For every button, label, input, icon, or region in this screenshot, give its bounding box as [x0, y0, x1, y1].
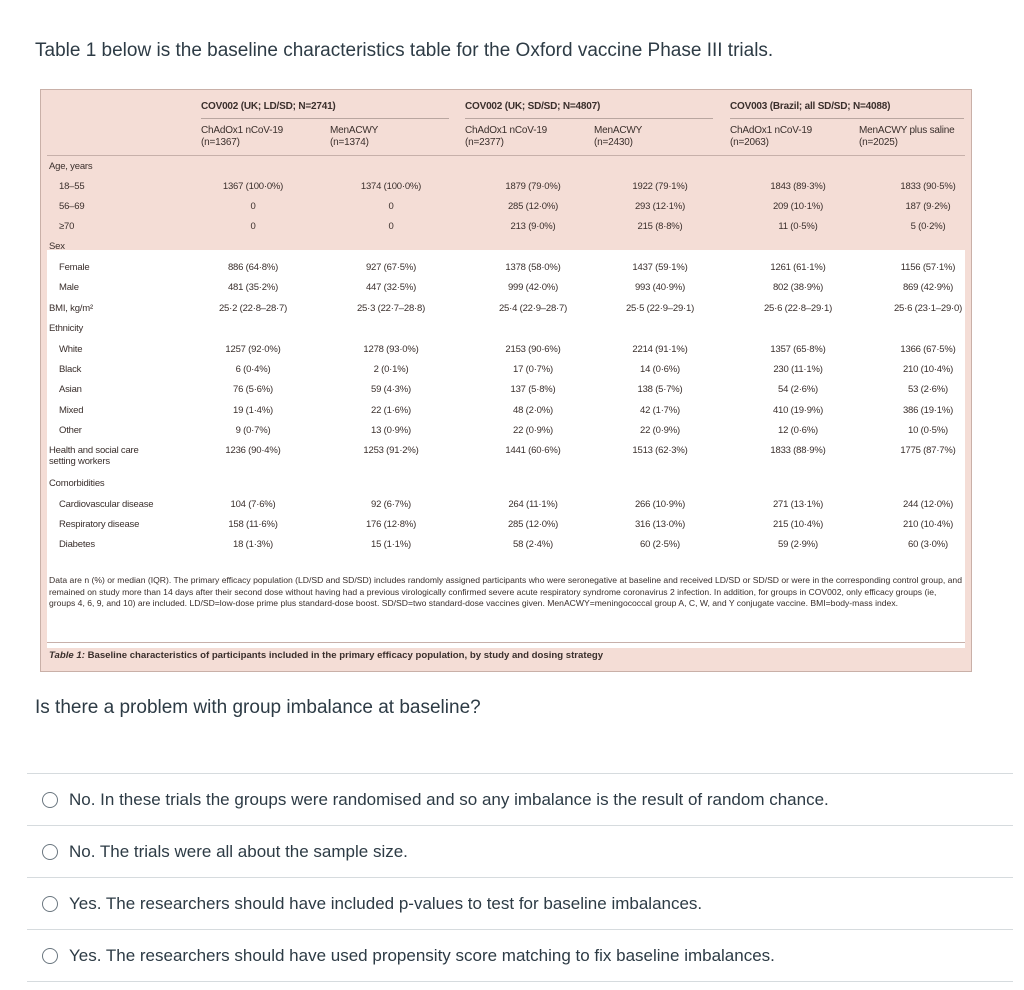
answer-option-2[interactable]	[27, 825, 1013, 877]
table-cell: 215 (8·8%)	[637, 221, 683, 232]
arm-name: ChAdOx1 nCoV-19	[730, 125, 813, 136]
table-cell: 19 (1·4%)	[233, 405, 273, 416]
row-label-continued: setting workers	[49, 456, 110, 467]
arm-header	[859, 125, 955, 149]
table-cell: 187 (9·2%)	[905, 201, 951, 212]
table-cell: 410 (19·9%)	[772, 405, 824, 416]
table-cell: 25·4 (22·9–28·7)	[498, 303, 568, 314]
arm-header	[330, 125, 378, 149]
table-cell: 0	[250, 221, 256, 232]
arm-n: (n=2377)	[465, 137, 504, 148]
row-label: Ethnicity	[49, 323, 84, 334]
table-cell: 59 (2·9%)	[778, 539, 818, 550]
table-cell: 60 (3·0%)	[908, 539, 948, 550]
group-underline	[465, 118, 713, 119]
intro-text: Table 1 below is the baseline characteristics table for the Oxford vaccine Phase III trials.	[35, 40, 774, 61]
arm-header	[730, 125, 812, 149]
table-cell: 0	[388, 201, 394, 212]
radio-button[interactable]	[42, 948, 58, 964]
table-cell: 1156 (57·1%)	[900, 262, 956, 273]
table-cell: 92 (6·7%)	[371, 499, 411, 510]
table-cell: 1378 (58·0%)	[505, 262, 561, 273]
table-cell: 215 (10·4%)	[772, 519, 824, 530]
arm-name: MenACWY plus saline	[859, 125, 955, 136]
answer-option-text: No. In these trials the groups were randomised and so any imbalance is the result of random chance.	[69, 789, 829, 809]
table-cell: 271 (13·1%)	[772, 499, 824, 510]
table-cell: 266 (10·9%)	[634, 499, 686, 510]
arm-name: ChAdOx1 nCoV-19	[201, 125, 284, 136]
table-cell: 25·6 (23·1–29·0)	[893, 303, 963, 314]
table-cell: 285 (12·0%)	[507, 201, 559, 212]
table-cell: 1437 (59·1%)	[632, 262, 688, 273]
table-cell: 1775 (87·7%)	[900, 445, 956, 456]
table-cell: 53 (2·6%)	[908, 384, 948, 395]
row-label: Age, years	[49, 161, 93, 172]
row-label: Respiratory disease	[59, 519, 140, 530]
arm-n: (n=2063)	[730, 137, 769, 148]
table-cell: 2214 (91·1%)	[632, 344, 688, 355]
caption-text: Baseline characteristics of participants included in the primary efficacy population, by study and dosing strategy	[87, 650, 604, 661]
table-caption	[49, 650, 603, 661]
answer-option-text: Yes. The researchers should have included p-values to test for baseline imbalances.	[69, 893, 703, 913]
table-cell: 244 (12·0%)	[902, 499, 954, 510]
row-label: Diabetes	[59, 539, 95, 550]
table-cell: 176 (12·8%)	[365, 519, 417, 530]
group-header-cov003: COV003 (Brazil; all SD/SD; N=4088)	[730, 101, 891, 112]
arm-header	[465, 125, 547, 149]
table-cell: 17 (0·7%)	[513, 364, 553, 375]
table-cell: 869 (42·9%)	[902, 282, 954, 293]
header-divider	[47, 155, 965, 156]
table-cell: 22 (0·9%)	[640, 425, 680, 436]
table-cell: 210 (10·4%)	[902, 519, 954, 530]
group-header-cov002-ldsd: COV002 (UK; LD/SD; N=2741)	[201, 101, 336, 112]
row-label: Other	[59, 425, 82, 436]
answer-options	[27, 773, 1013, 982]
row-label: Comorbidities	[49, 478, 105, 489]
table-cell: 5 (0·2%)	[910, 221, 946, 232]
caption-label: Table 1:	[49, 650, 85, 661]
table-cell: 1513 (62·3%)	[632, 445, 688, 456]
table-cell: 1261 (61·1%)	[770, 262, 826, 273]
row-label: Mixed	[59, 405, 84, 416]
caption-divider	[47, 642, 965, 643]
table-cell: 59 (4·3%)	[371, 384, 411, 395]
answer-option-text: No. The trials were all about the sample size.	[69, 841, 408, 861]
table-cell: 25·6 (22·8–29·1)	[763, 303, 833, 314]
table-cell: 60 (2·5%)	[640, 539, 680, 550]
radio-button[interactable]	[42, 792, 58, 808]
table-cell: 0	[250, 201, 256, 212]
table-cell: 138 (5·7%)	[637, 384, 683, 395]
question-text: Is there a problem with group imbalance at baseline?	[35, 697, 481, 718]
table-cell: 1357 (65·8%)	[770, 344, 826, 355]
table-cell: 22 (0·9%)	[513, 425, 553, 436]
answer-option-text: Yes. The researchers should have used propensity score matching to fix baseline imbalances.	[69, 945, 775, 965]
row-label: 18–55	[59, 181, 85, 192]
table-cell: 886 (64·8%)	[227, 262, 279, 273]
table-cell: 1441 (60·6%)	[505, 445, 561, 456]
row-label: Cardiovascular disease	[59, 499, 154, 510]
group-underline	[730, 118, 964, 119]
table-cell: 11 (0·5%)	[778, 221, 818, 232]
table-cell: 264 (11·1%)	[508, 499, 558, 510]
table-cell: 10 (0·5%)	[908, 425, 948, 436]
arm-name: ChAdOx1 nCoV-19	[465, 125, 548, 136]
arm-header	[594, 125, 642, 149]
table-cell: 0	[388, 221, 394, 232]
table-footnotes: Data are n (%) or median (IQR). The primary efficacy population (LD/SD and SD/SD) includes randomly assigned participants who were seronegative at baseline and received LD/SD or SD/SD or were in the corresponding control group, and remained on study more than 14 days after their second dose without having had a previous virologically confirmed severe acute respiratory syndrome coronavirus 2 infection. In addition, for groups in COV002, only efficacy groups (ie, groups 4, 6, 9, and 10) are included. LD/SD=low-dose prime plus standard-dose boost. SD/SD=two standard-dose vaccines given. MenACWY=meningococcal group A, C, W, and Y conjugate vaccine. BMI=body-mass index.	[49, 575, 962, 609]
table-cell: 1843 (89·3%)	[770, 181, 826, 192]
table-cell: 1367 (100·0%)	[222, 181, 284, 192]
table-cell: 14 (0·6%)	[640, 364, 680, 375]
row-label: Health and social care	[49, 445, 139, 456]
row-label: Asian	[59, 384, 82, 395]
arm-name: MenACWY	[594, 125, 643, 136]
table-cell: 48 (2·0%)	[513, 405, 553, 416]
table-cell: 25·5 (22·9–29·1)	[625, 303, 695, 314]
answer-option-1[interactable]	[27, 773, 1013, 825]
table-cell: 42 (1·7%)	[640, 405, 680, 416]
table-cell: 1922 (79·1%)	[632, 181, 688, 192]
table-cell: 13 (0·9%)	[371, 425, 411, 436]
arm-n: (n=2430)	[594, 137, 633, 148]
arm-name: MenACWY	[330, 125, 379, 136]
table-cell: 230 (11·1%)	[773, 364, 823, 375]
table-cell: 927 (67·5%)	[365, 262, 417, 273]
table-cell: 6 (0·4%)	[235, 364, 271, 375]
table-cell: 15 (1·1%)	[371, 539, 411, 550]
table-cell: 999 (42·0%)	[507, 282, 559, 293]
table-cell: 158 (11·6%)	[228, 519, 278, 530]
table-cell: 386 (19·1%)	[902, 405, 954, 416]
table-cell: 25·2 (22·8–28·7)	[218, 303, 288, 314]
table-cell: 1879 (79·0%)	[505, 181, 561, 192]
table-cell: 1833 (90·5%)	[900, 181, 956, 192]
baseline-table-figure	[40, 89, 972, 672]
table-cell: 1253 (91·2%)	[363, 445, 419, 456]
row-label: Female	[59, 262, 90, 273]
group-underline	[201, 118, 449, 119]
table-cell: 1278 (93·0%)	[363, 344, 419, 355]
table-cell: 9 (0·7%)	[235, 425, 271, 436]
row-label: Black	[59, 364, 82, 375]
table-cell: 447 (32·5%)	[365, 282, 417, 293]
table-cell: 1833 (88·9%)	[770, 445, 826, 456]
table-cell: 1366 (67·5%)	[900, 344, 956, 355]
row-label: Sex	[49, 241, 65, 252]
table-cell: 2153 (90·6%)	[505, 344, 561, 355]
table-cell: 25·3 (22·7–28·8)	[356, 303, 426, 314]
table-cell: 209 (10·1%)	[772, 201, 824, 212]
radio-button[interactable]	[42, 844, 58, 860]
row-label: BMI, kg/m²	[49, 303, 93, 314]
table-cell: 293 (12·1%)	[634, 201, 686, 212]
answer-option-3[interactable]	[27, 877, 1013, 929]
table-cell: 58 (2·4%)	[513, 539, 553, 550]
row-label: 56–69	[59, 201, 85, 212]
table-cell: 993 (40·9%)	[634, 282, 686, 293]
radio-button[interactable]	[42, 896, 58, 912]
table-cell: 22 (1·6%)	[371, 405, 411, 416]
table-cell: 18 (1·3%)	[233, 539, 273, 550]
table-cell: 2 (0·1%)	[373, 364, 409, 375]
answer-option-4[interactable]	[27, 929, 1013, 982]
table-cell: 137 (5·8%)	[510, 384, 556, 395]
table-cell: 285 (12·0%)	[507, 519, 559, 530]
arm-n: (n=2025)	[859, 137, 898, 148]
arm-n: (n=1367)	[201, 137, 240, 148]
row-label: White	[59, 344, 83, 355]
table-cell: 802 (38·9%)	[772, 282, 824, 293]
arm-n: (n=1374)	[330, 137, 369, 148]
table-cell: 76 (5·6%)	[233, 384, 273, 395]
table-cell: 210 (10·4%)	[902, 364, 954, 375]
table-cell: 213 (9·0%)	[510, 221, 556, 232]
row-label: ≥70	[59, 221, 75, 232]
table-cell: 104 (7·6%)	[230, 499, 276, 510]
arm-header	[201, 125, 283, 149]
table-cell: 1257 (92·0%)	[225, 344, 281, 355]
row-label: Male	[59, 282, 79, 293]
table-cell: 1236 (90·4%)	[225, 445, 281, 456]
group-header-cov002-sdsd: COV002 (UK; SD/SD; N=4807)	[465, 101, 601, 112]
table-cell: 481 (35·2%)	[227, 282, 279, 293]
table-cell: 54 (2·6%)	[778, 384, 818, 395]
table-cell: 316 (13·0%)	[634, 519, 686, 530]
table-cell: 12 (0·6%)	[778, 425, 818, 436]
table-cell: 1374 (100·0%)	[360, 181, 422, 192]
